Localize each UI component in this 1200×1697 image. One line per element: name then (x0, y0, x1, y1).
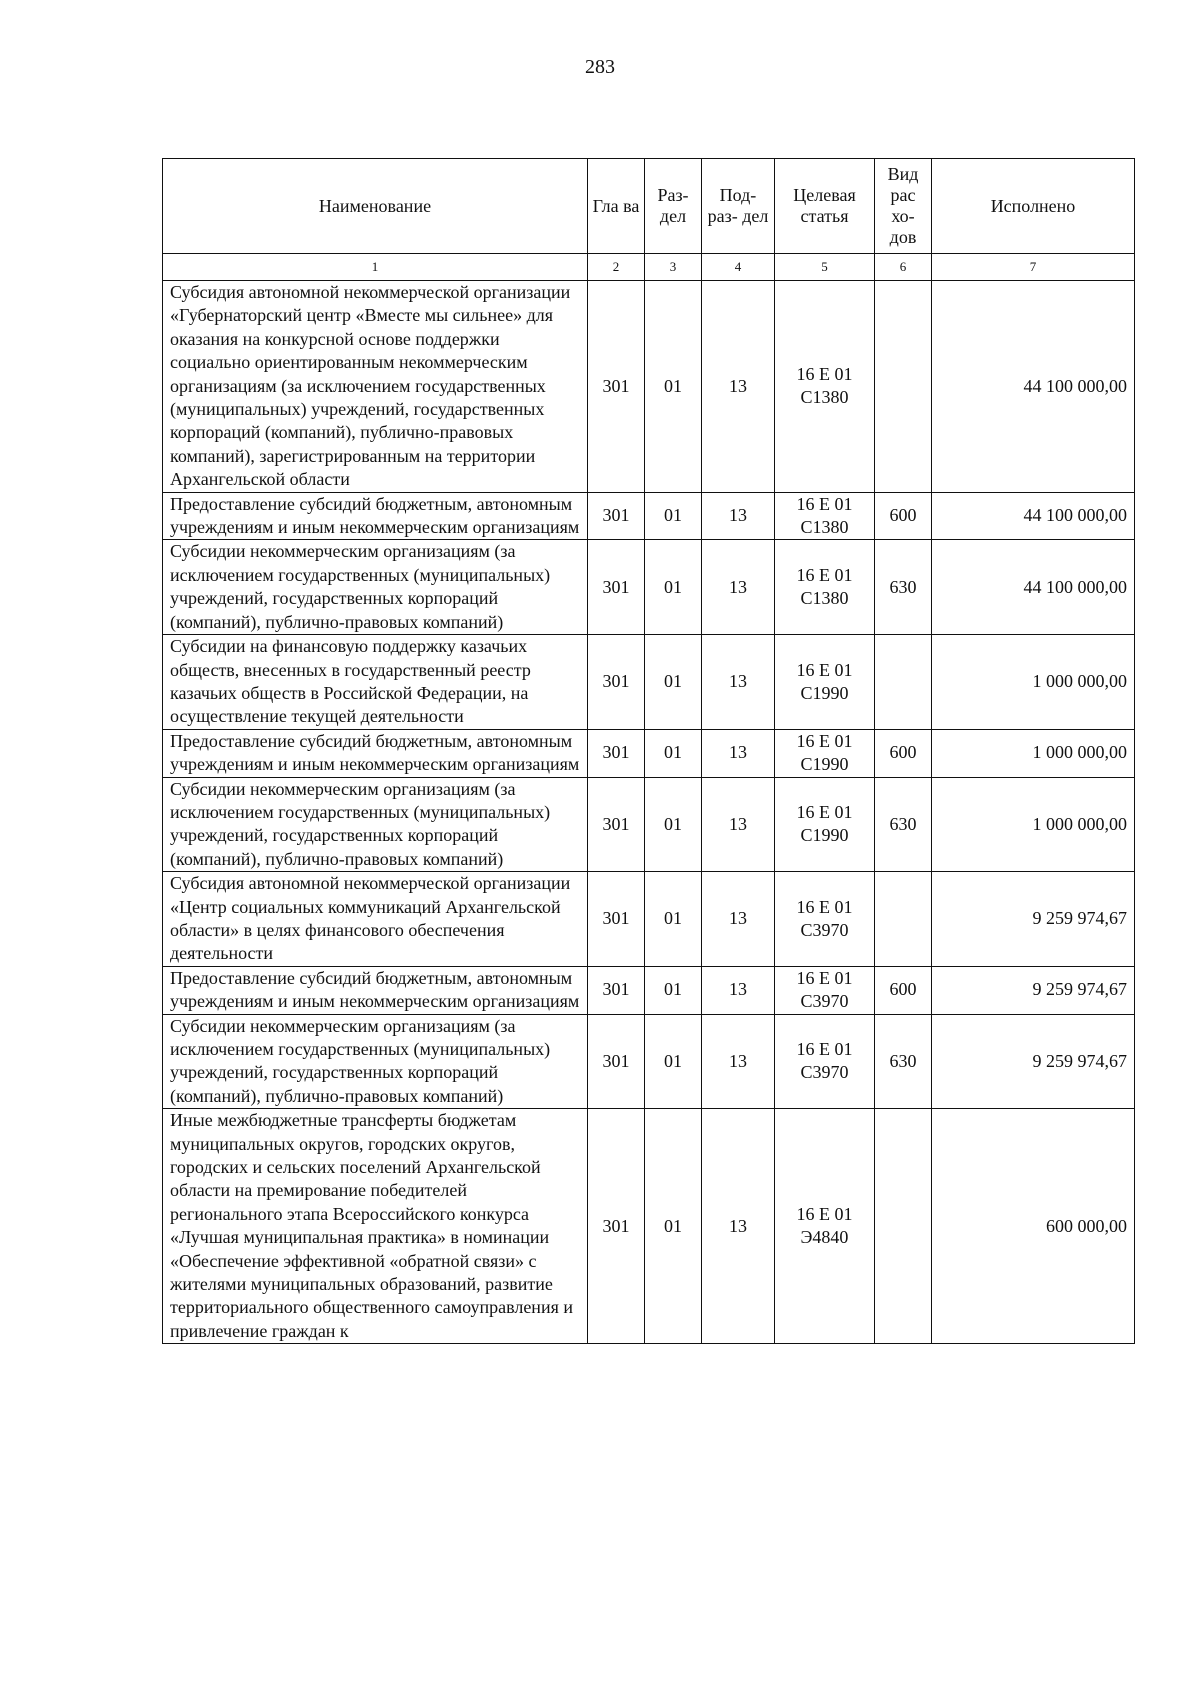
row-name: Субсидии некоммерческим организациям (за исключением государственных (муниципальных) учреждений, государственных корпораций (компаний), публично-правовых компаний) (163, 777, 588, 872)
column-number: 1 (163, 254, 588, 281)
row-name: Субсидия автономной некоммерческой организации «Центр социальных коммуникаций Архангельской области» в целях финансового обеспечения деятельности (163, 872, 588, 967)
row-name: Иные межбюджетные трансферты бюджетам муниципальных округов, городских округов, городских и сельских поселений Архангельской области на премирование победителей регионального этапа Всероссийского конкурса «Лучшая муниципальная практика» в номинации «Обеспечение эффективной «обратной связи» с жителями муниципальных образований, развитие территориального общественного самоуправления и привлечение граждан к (163, 1109, 588, 1344)
target-article-part: 16 Е 01 (796, 730, 853, 751)
row-chapter: 301 (588, 492, 645, 540)
row-executed: 44 100 000,00 (932, 492, 1135, 540)
row-chapter: 301 (588, 281, 645, 493)
row-subsection: 13 (702, 281, 775, 493)
table-row (163, 281, 1135, 493)
header-executed: Исполнено (932, 159, 1135, 254)
column-number: 3 (645, 254, 702, 281)
row-subsection: 13 (702, 729, 775, 777)
target-article-part: 16 Е 01 (796, 493, 853, 514)
row-subsection: 13 (702, 966, 775, 1014)
row-expense-type (875, 635, 932, 730)
row-executed: 1 000 000,00 (932, 777, 1135, 872)
row-target-article (775, 729, 875, 777)
table-row (163, 1109, 1135, 1344)
row-section: 01 (645, 872, 702, 967)
row-expense-type (875, 872, 932, 967)
row-name: Предоставление субсидий бюджетным, автономным учреждениям и иным некоммерческим организациям (163, 492, 588, 540)
column-number: 4 (702, 254, 775, 281)
row-chapter: 301 (588, 1109, 645, 1344)
target-article-part: С3970 (800, 1062, 849, 1083)
row-expense-type: 630 (875, 540, 932, 635)
row-target-article (775, 1109, 875, 1344)
row-chapter: 301 (588, 1014, 645, 1109)
row-chapter: 301 (588, 729, 645, 777)
row-subsection: 13 (702, 1014, 775, 1109)
target-article-part: 16 Е 01 (796, 1203, 853, 1224)
target-article-part: 16 Е 01 (796, 801, 853, 822)
table-row (163, 540, 1135, 635)
row-executed: 44 100 000,00 (932, 540, 1135, 635)
target-article-part: Э4840 (800, 1227, 849, 1248)
target-article-part: 16 Е 01 (796, 363, 853, 384)
header-target-article: Целевая статья (775, 159, 875, 254)
row-executed: 9 259 974,67 (932, 966, 1135, 1014)
budget-table (162, 158, 1135, 1344)
header-section: Раз- дел (645, 159, 702, 254)
header-row (163, 159, 1135, 254)
target-article-part: С1380 (800, 387, 849, 408)
row-name: Субсидии некоммерческим организациям (за исключением государственных (муниципальных) учреждений, государственных корпораций (компаний), публично-правовых компаний) (163, 540, 588, 635)
row-name: Предоставление субсидий бюджетным, автономным учреждениям и иным некоммерческим организациям (163, 966, 588, 1014)
row-name: Предоставление субсидий бюджетным, автономным учреждениям и иным некоммерческим организациям (163, 729, 588, 777)
table-row (163, 1014, 1135, 1109)
header-name: Наименование (163, 159, 588, 254)
page-number: 283 (585, 56, 615, 78)
row-target-article (775, 635, 875, 730)
row-subsection: 13 (702, 635, 775, 730)
target-article-part: С3970 (800, 919, 849, 940)
row-expense-type: 630 (875, 1014, 932, 1109)
row-expense-type: 600 (875, 729, 932, 777)
row-chapter: 301 (588, 966, 645, 1014)
row-chapter: 301 (588, 777, 645, 872)
row-chapter: 301 (588, 540, 645, 635)
header-subsection: Под- раз- дел (702, 159, 775, 254)
row-executed: 9 259 974,67 (932, 1014, 1135, 1109)
table-row (163, 872, 1135, 967)
row-subsection: 13 (702, 540, 775, 635)
header-expense-type: Вид рас хо- дов (875, 159, 932, 254)
row-section: 01 (645, 777, 702, 872)
row-executed: 1 000 000,00 (932, 729, 1135, 777)
row-name: Субсидии некоммерческим организациям (за исключением государственных (муниципальных) учреждений, государственных корпораций (компаний), публично-правовых компаний) (163, 1014, 588, 1109)
row-section: 01 (645, 1014, 702, 1109)
target-article-part: 16 Е 01 (796, 1039, 853, 1059)
row-section: 01 (645, 1109, 702, 1344)
row-expense-type: 600 (875, 492, 932, 540)
row-subsection: 13 (702, 1109, 775, 1344)
row-section: 01 (645, 635, 702, 730)
column-number-row (163, 254, 1135, 281)
table-row (163, 777, 1135, 872)
row-subsection: 13 (702, 872, 775, 967)
target-article-part: С1990 (800, 825, 849, 846)
row-section: 01 (645, 492, 702, 540)
row-executed: 9 259 974,67 (932, 872, 1135, 967)
row-target-article (775, 777, 875, 872)
row-subsection: 13 (702, 492, 775, 540)
table-row (163, 635, 1135, 730)
row-chapter: 301 (588, 872, 645, 967)
row-chapter: 301 (588, 635, 645, 730)
target-article-part: С1380 (800, 517, 849, 538)
table-row (163, 966, 1135, 1014)
row-section: 01 (645, 540, 702, 635)
row-section: 01 (645, 281, 702, 493)
row-section: 01 (645, 729, 702, 777)
row-target-article (775, 1014, 875, 1109)
row-target-article (775, 281, 875, 493)
table-row (163, 492, 1135, 540)
target-article-part: С1990 (800, 754, 849, 775)
row-name: Субсидия автономной некоммерческой организации «Губернаторский центр «Вместе мы сильнее» для оказания на конкурсной основе поддержки социально ориентированным некоммерческим организациям (за исключением государственных (муниципальных) учреждений, государственных корпораций (компаний), публично-правовых компаний), зарегистрированным на территории Архангельской области (163, 281, 588, 493)
row-executed: 600 000,00 (932, 1109, 1135, 1344)
target-article-part: 16 Е 01 (796, 659, 853, 680)
target-article-part: 16 Е 01 (796, 896, 853, 917)
target-article-part: С1380 (800, 588, 849, 609)
header-chapter: Гла ва (588, 159, 645, 254)
row-expense-type (875, 1109, 932, 1344)
table-row (163, 729, 1135, 777)
row-section: 01 (645, 966, 702, 1014)
row-expense-type: 600 (875, 966, 932, 1014)
target-article-part: С3970 (800, 991, 849, 1012)
target-article-part: С1990 (800, 682, 849, 703)
row-target-article (775, 872, 875, 967)
column-number: 6 (875, 254, 932, 281)
column-number: 2 (588, 254, 645, 281)
target-article-part: 16 Е 01 (796, 564, 853, 585)
target-article-part: 16 Е 01 (796, 967, 853, 988)
row-expense-type (875, 281, 932, 493)
row-target-article (775, 492, 875, 540)
row-target-article (775, 966, 875, 1014)
column-number: 5 (775, 254, 875, 281)
row-expense-type: 630 (875, 777, 932, 872)
row-executed: 1 000 000,00 (932, 635, 1135, 730)
row-executed: 44 100 000,00 (932, 281, 1135, 493)
row-target-article (775, 540, 875, 635)
row-name: Субсидии на финансовую поддержку казачьих обществ, внесенных в государственный реестр казачьих обществ в Российской Федерации, на осуществление текущей деятельности (163, 635, 588, 730)
column-number: 7 (932, 254, 1135, 281)
row-subsection: 13 (702, 777, 775, 872)
